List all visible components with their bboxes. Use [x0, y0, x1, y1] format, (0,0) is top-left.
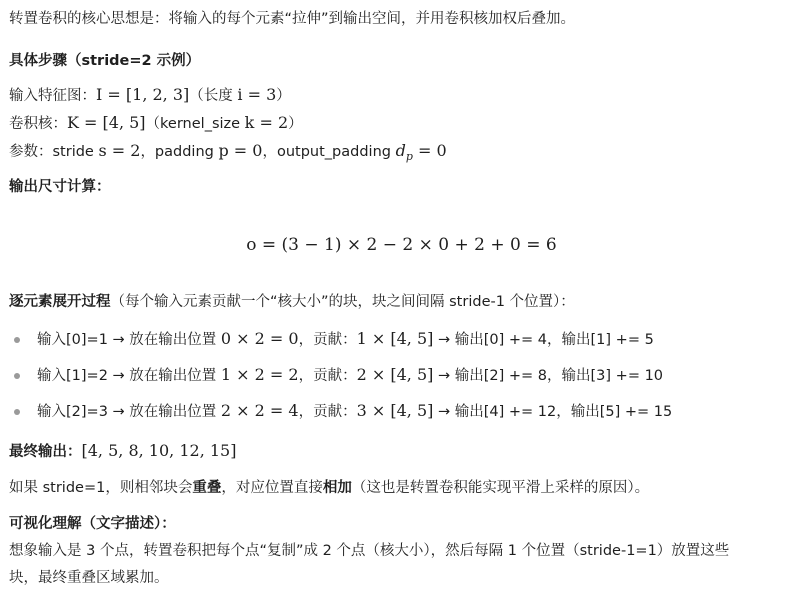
input-label: 输入特征图： [9, 88, 96, 104]
expand-heading-rest: （每个输入元素贡献一个“核大小”的块，块之间间隔 stride-1 个位置）： [110, 294, 575, 310]
kernel-size-math: k = 2 [244, 113, 289, 132]
item-text: ，贡献： [298, 404, 357, 420]
overlap-text: （这也是转置卷积能实现平滑上采样的原因）。 [351, 480, 650, 496]
params-label: 参数：stride [9, 144, 99, 160]
kernel-math: K = [4, 5] [67, 113, 146, 132]
input-line [9, 85, 291, 106]
kernel-label: 卷积核： [9, 116, 67, 132]
visual-heading: 可视化理解（文字描述）： [9, 516, 176, 532]
size-heading: 输出尺寸计算： [9, 179, 111, 195]
final-label: 最终输出： [9, 444, 82, 460]
item-position-math: 0 × 2 = 0 [220, 329, 299, 348]
stride-math: s = 2 [98, 141, 141, 160]
overlap-text: ，对应位置直接 [221, 480, 323, 496]
item-text: → 输出[2] += 8，输出[3] += 10 [433, 368, 664, 384]
item-contribution-math: 2 × [4, 5] [356, 365, 434, 384]
item-text: ，贡献： [298, 332, 357, 348]
padding-text: ，padding [140, 144, 219, 160]
expand-heading-line [9, 292, 575, 312]
item-text: 输入[2]=3 → 放在输出位置 [37, 404, 221, 420]
input-paren-close: ） [276, 88, 291, 104]
overlap-text: 如果 stride=1，则相邻块会 [9, 480, 193, 496]
dp-rest: = 0 [412, 141, 447, 160]
bullet-dot [14, 373, 20, 379]
item-text: 输入[1]=2 → 放在输出位置 [37, 368, 221, 384]
list-item [37, 329, 654, 350]
item-text: → 输出[4] += 12，输出[5] += 15 [433, 404, 673, 420]
dp-sub: p [405, 150, 413, 164]
output-padding-math [395, 141, 447, 164]
kernel-line [9, 113, 303, 134]
input-paren-open: （长度 [189, 88, 238, 104]
steps-heading: 具体步骤（stride=2 示例） [9, 53, 201, 69]
dp-var: d [395, 141, 406, 160]
overlap-line [9, 478, 649, 498]
item-text: 输入[0]=1 → 放在输出位置 [37, 332, 221, 348]
overlap-bold: 重叠 [192, 480, 222, 496]
expand-heading: 逐元素展开过程 [9, 294, 111, 310]
bullet-dot [14, 409, 20, 415]
item-contribution-math: 3 × [4, 5] [356, 401, 434, 420]
intro-text: 转置卷积的核心思想是：将输入的每个元素“拉伸”到输出空间，并用卷积核加权后叠加。 [9, 11, 576, 27]
size-formula: o = (3 − 1) × 2 − 2 × 0 + 2 + 0 = 6 [246, 235, 557, 255]
padding-math: p = 0 [218, 141, 263, 160]
final-math: [4, 5, 8, 10, 12, 15] [81, 441, 237, 460]
input-length-math: i = 3 [237, 85, 277, 104]
item-contribution-math: 1 × [4, 5] [356, 329, 434, 348]
item-position-math: 1 × 2 = 2 [220, 365, 299, 384]
input-math: I = [1, 2, 3] [96, 85, 190, 104]
kernel-paren-close: ） [288, 116, 303, 132]
output-padding-text: ，output_padding [262, 144, 396, 160]
list-item [37, 365, 663, 386]
visual-text-line-2: 块，最终重叠区域累加。 [9, 570, 169, 586]
params-line [9, 141, 447, 167]
bullet-dot [14, 337, 20, 343]
list-item [37, 401, 672, 422]
kernel-paren-open: （kernel_size [145, 116, 245, 132]
overlap-bold: 相加 [322, 480, 352, 496]
final-output-line [9, 441, 236, 462]
visual-text-line-1: 想象输入是 3 个点，转置卷积把每个点“复制”成 2 个点（核大小），然后每隔 1 个位置（stride-1=1）放置这些 [9, 543, 730, 559]
item-position-math: 2 × 2 = 4 [220, 401, 299, 420]
item-text: → 输出[0] += 4，输出[1] += 5 [433, 332, 654, 348]
item-text: ，贡献： [298, 368, 357, 384]
